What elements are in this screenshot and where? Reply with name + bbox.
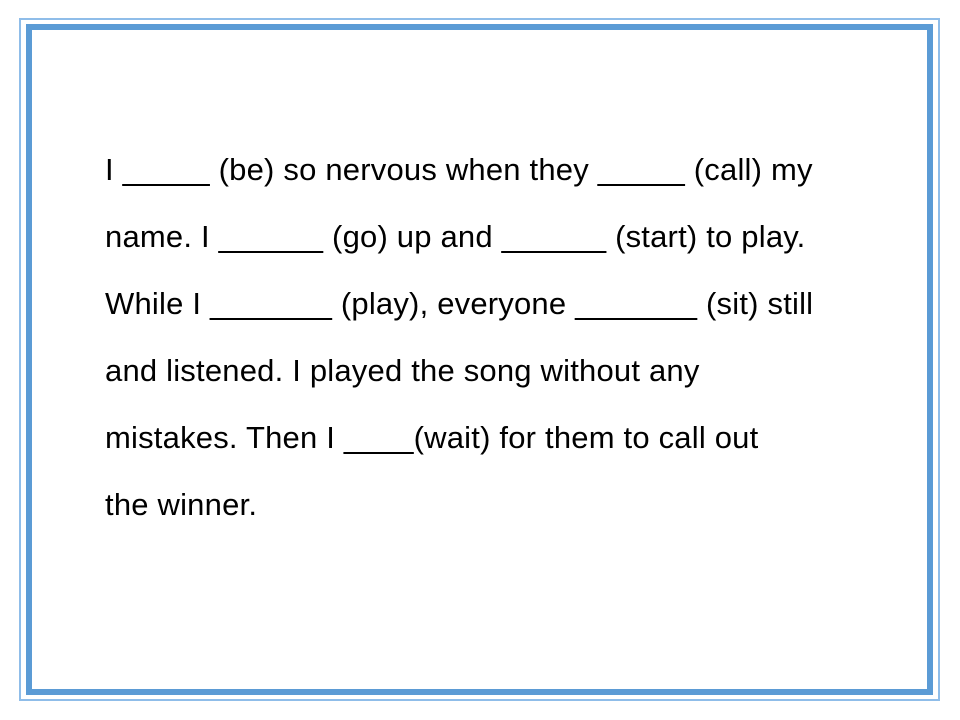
text-line-6: the winner. — [105, 487, 258, 522]
text-line-1: I _____ (be) so nervous when they _____ (call) my — [105, 152, 813, 187]
text-line-3: While I _______ (play), everyone _______ (sit) still — [105, 286, 814, 321]
text-line-4: and listened. I played the song without any — [105, 353, 700, 388]
text-line-5: mistakes. Then I ____(wait) for them to call out — [105, 420, 759, 455]
text-line-2: name. I ______ (go) up and ______ (start) to play. — [105, 219, 806, 254]
exercise-paragraph — [105, 136, 920, 538]
